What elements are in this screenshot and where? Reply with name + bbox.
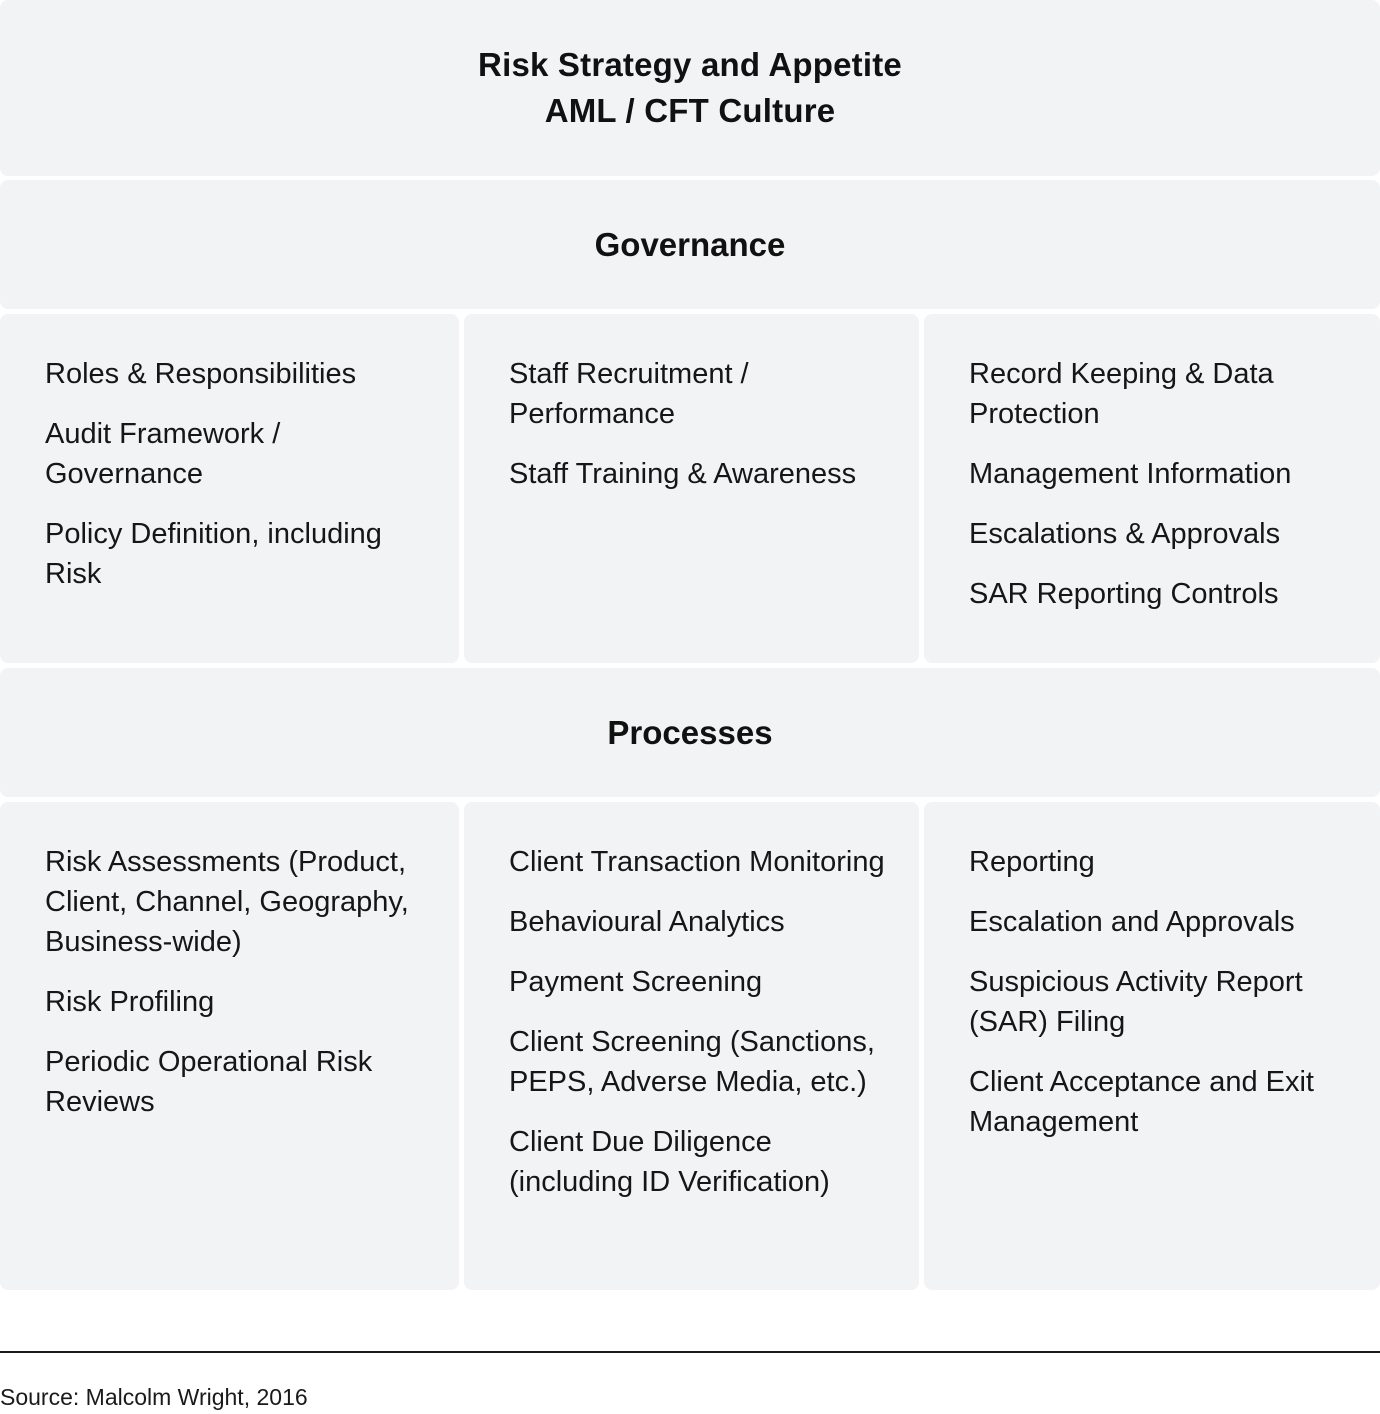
governance-column-2 — [464, 314, 919, 663]
footer-divider — [0, 1351, 1380, 1353]
list-item: Payment Screening — [509, 966, 763, 998]
list-item: Suspicious Activity Report (SAR) Filing — [969, 966, 1303, 1038]
processes-column-1 — [0, 802, 459, 1290]
list-item: Periodic Operational Risk Reviews — [45, 1046, 373, 1118]
list-item: Roles & Responsibilities — [45, 358, 357, 390]
governance-column-3 — [924, 314, 1380, 663]
list-item: Behavioural Analytics — [509, 906, 785, 938]
culture-title: AML / CFT Culture — [544, 92, 836, 129]
list-item: Staff Recruitment / Performance — [509, 358, 749, 430]
processes-column-3 — [924, 802, 1380, 1290]
strategy-culture-panel — [0, 0, 1380, 176]
source-caption: Source: Malcolm Wright, 2016 — [0, 1384, 308, 1410]
list-item: Policy Definition, including Risk — [45, 518, 382, 590]
list-item: Record Keeping & Data Protection — [969, 358, 1274, 430]
processes-title: Processes — [607, 713, 773, 751]
processes-column-2 — [464, 802, 919, 1290]
list-item: SAR Reporting Controls — [969, 578, 1279, 610]
list-item: Client Due Diligence (including ID Verification) — [509, 1126, 830, 1198]
governance-header-panel — [0, 180, 1380, 309]
list-item: Risk Profiling — [45, 986, 215, 1018]
governance-title: Governance — [594, 225, 786, 263]
strategy-culture-title — [478, 42, 902, 134]
list-item: Management Information — [969, 458, 1292, 490]
strategy-title: Risk Strategy and Appetite — [478, 46, 902, 83]
list-item: Escalations & Approvals — [969, 518, 1281, 550]
governance-column-1 — [0, 314, 459, 663]
processes-header-panel — [0, 668, 1380, 797]
list-item: Client Screening (Sanctions, PEPS, Adverse Media, etc.) — [509, 1026, 875, 1098]
list-item: Client Transaction Monitoring — [509, 846, 885, 878]
list-item: Staff Training & Awareness — [509, 458, 857, 490]
list-item: Reporting — [969, 846, 1095, 878]
list-item: Escalation and Approvals — [969, 906, 1295, 938]
list-item: Risk Assessments (Product, Client, Channel, Geography, Business-wide) — [45, 846, 409, 958]
list-item: Client Acceptance and Exit Management — [969, 1066, 1314, 1138]
list-item: Audit Framework / Governance — [45, 418, 281, 490]
